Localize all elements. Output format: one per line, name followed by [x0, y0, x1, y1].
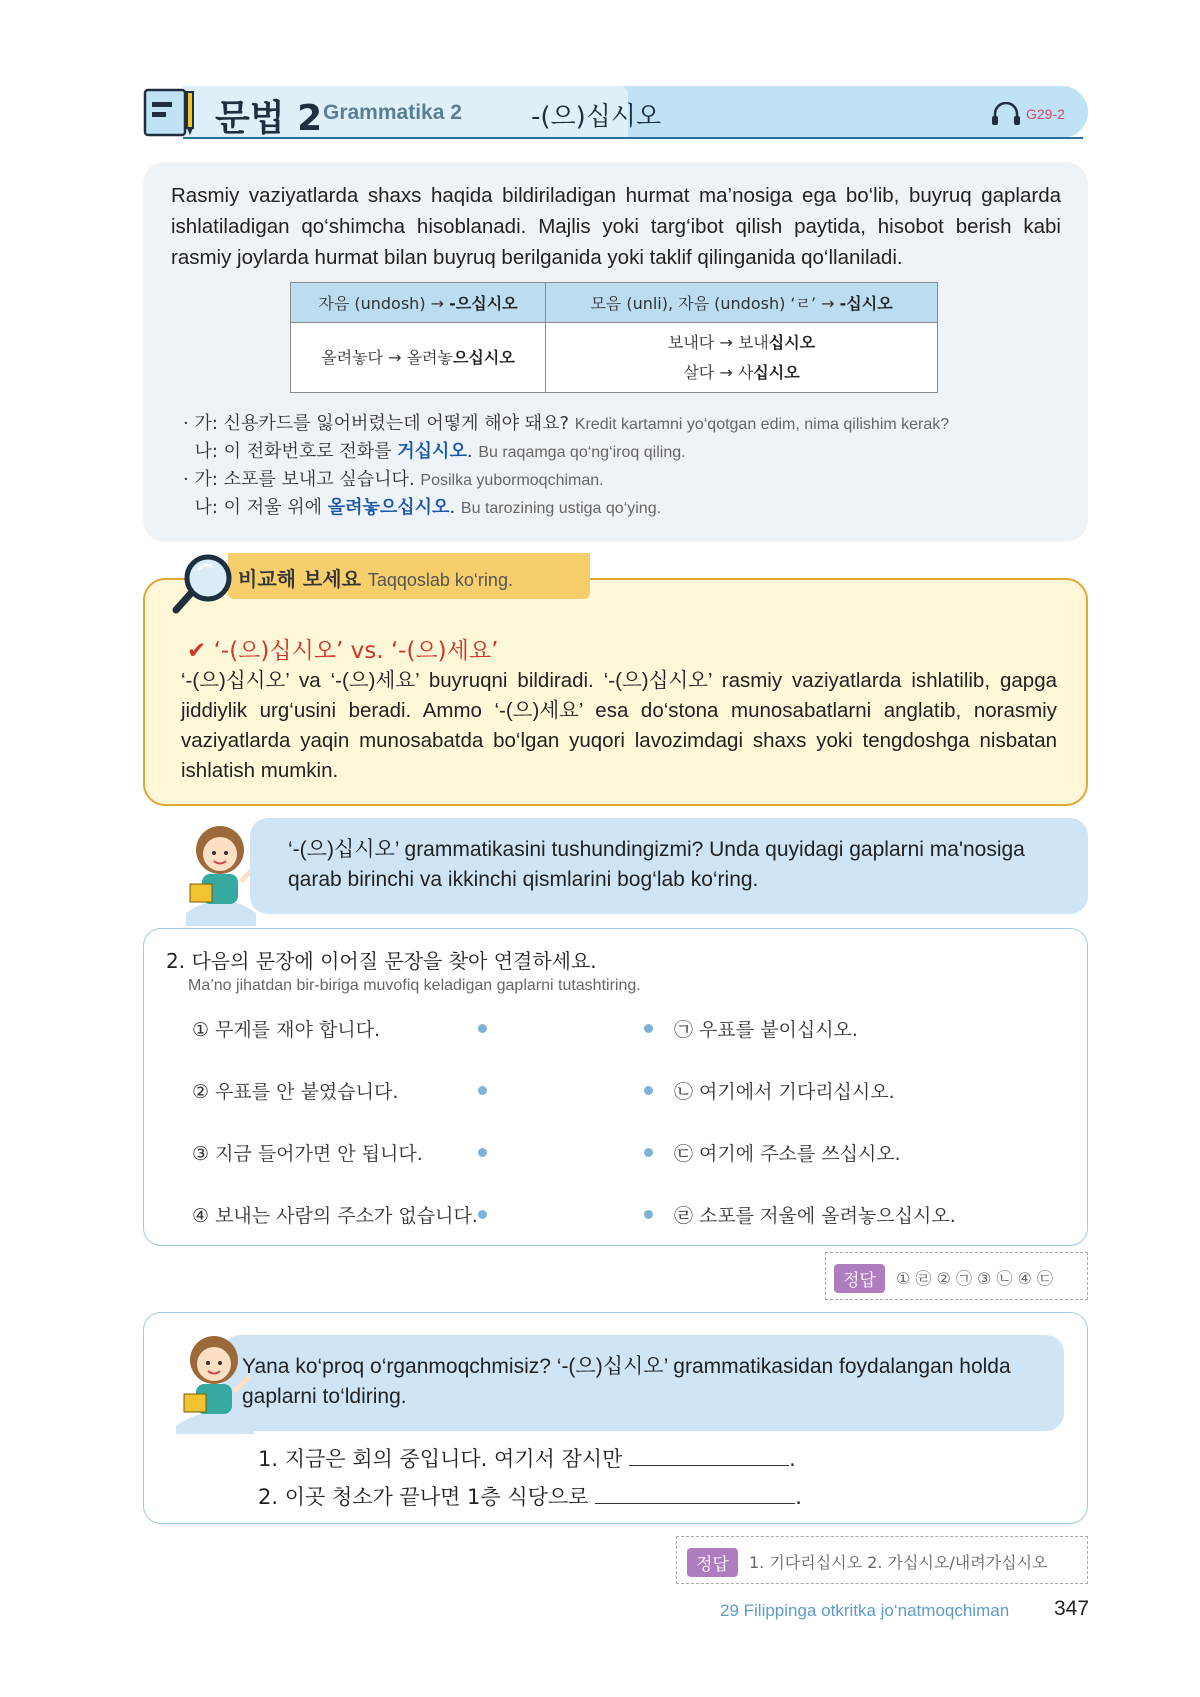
compare-tab [228, 553, 590, 599]
lesson-label: 문법 2 [215, 98, 323, 139]
bubble-text: Yana ko‘proq o‘rganmoqchmisiz? ‘-(으)십시오’ grammatikasidan foydalangan holda gaplarni to‘ldiring. [242, 1355, 1011, 1408]
example-line: · 가: 소포를 보내고 싶습니다. Posilka yubormoqchiman. [183, 469, 604, 490]
exercise-box [143, 928, 1088, 1246]
headphones-icon [991, 102, 1021, 126]
answer-badge: 정답 [834, 1264, 885, 1293]
compare-text: ‘-(으)십시오’ va ‘-(으)세요’ buyruqni bildiradi. ‘-(으)십시오’ rasmiy vaziyatlarda ishlatilib, gapga jiddiylik urg‘usini beradi. Ammo ‘-(으)세요’ esa do‘stona munosabatlarni anglatib, norasmiy vaziyatlarda yaqin munosabatda bo‘lgan yuqori lavozimdagi shaxs yoki tengdoshga nisbatan ishlatish mumkin. [181, 669, 1057, 782]
left-item: ③ 지금 들어가면 안 됩니다. [192, 1143, 423, 1165]
right-item: ㉠ 우표를 붙이십시오. [674, 1019, 858, 1041]
magnifier-icon [172, 552, 234, 614]
chapter-footer: 29 Filippinga otkritka jo‘natmoqchiman [720, 1601, 1010, 1620]
match-dot-left[interactable] [478, 1148, 487, 1157]
check-icon: ✔ [187, 638, 207, 664]
speech-bubble [250, 818, 1088, 914]
table-cell-consonant: 올려놓다 → 올려놓으십시오 [291, 323, 546, 393]
compare-title: ✔ ‘-(으)십시오’ vs. ‘-(으)세요’ [187, 638, 499, 664]
right-item: ㉢ 여기에 주소를 쓰십시오. [674, 1143, 901, 1165]
left-item: ① 무게를 재야 합니다. [192, 1019, 381, 1041]
answer-blank[interactable] [629, 1446, 789, 1466]
explanation-box [143, 162, 1088, 542]
teacher-avatar [170, 1330, 260, 1434]
lesson-sub: Grammatika 2 [323, 101, 462, 124]
answer-box [825, 1252, 1088, 1300]
section-header [143, 86, 1088, 138]
match-dot-right[interactable] [644, 1148, 653, 1157]
match-dot-right[interactable] [644, 1210, 653, 1219]
conjugation-table [290, 282, 938, 393]
match-dot-left[interactable] [478, 1024, 487, 1033]
exercise-instruction: Ma’no jihatdan bir-biriga muvofiq keladigan gaplarni tutashtiring. [188, 977, 641, 994]
example-line: 나: 이 저울 위에 올려놓으십시오. Bu tarozining ustiga qo‘ying. [183, 497, 662, 518]
match-dot-left[interactable] [478, 1086, 487, 1095]
answer-badge: 정답 [687, 1548, 738, 1577]
answer-blank[interactable] [595, 1484, 795, 1504]
audio-code: G29-2 [1026, 106, 1065, 122]
left-item: ② 우표를 안 붙였습니다. [192, 1081, 399, 1103]
example-line: 나: 이 전화번호로 전화를 거십시오. Bu raqamga qo‘ng‘iroq qiling. [183, 441, 686, 462]
right-item: ㉣ 소포를 저울에 올려놓으십시오. [674, 1205, 956, 1227]
notebook-pencil-icon [143, 86, 195, 138]
answer-text: 1. 기다리십시오 2. 가십시오/내려가십시오 [749, 1553, 1048, 1572]
table-cell-vowel: 보내다 → 보내십시오 살다 → 사십시오 [546, 323, 938, 393]
compare-box [143, 578, 1088, 806]
example-line: · 가: 신용카드를 잃어버렸는데 어떻게 해야 돼요? Kredit kartamni yo‘qotgan edim, nima qilishim kerak? [183, 413, 950, 434]
match-dot-left[interactable] [478, 1210, 487, 1219]
fill-sentence: 1. 지금은 회의 중입니다. 여기서 잠시만 . [258, 1447, 796, 1471]
left-item: ④ 보내는 사람의 주소가 없습니다. [192, 1205, 478, 1227]
compare-tab-label: 비교해 보세요 Taqqoslab ko‘ring. [238, 567, 513, 591]
page-title: -(으)십시오 [531, 102, 662, 132]
page-number: 347 [1054, 1597, 1090, 1620]
table-header-vowel: 모음 (unli), 자음 (undosh) ‘ㄹ’ → -십시오 [546, 283, 938, 323]
match-dot-right[interactable] [644, 1024, 653, 1033]
explanation-text: Rasmiy vaziyatlarda shaxs haqida bildiriladigan hurmat ma’nosiga ega bo‘lib, buyruq gaplarda ishlatiladigan qo‘shimcha hisoblanadi. Majlis yoki targ‘ibot qilish paytida, hisobot berish kabi rasmiy joylarda hurmat bilan buyruq berilganida yoki taklif qilinganida qo‘llaniladi. [171, 184, 1061, 269]
audio-track[interactable] [991, 102, 1065, 126]
answer-text: ① ㉣ ② ㉠ ③ ㉡ ④ ㉢ [896, 1269, 1053, 1288]
fill-sentence: 2. 이곳 청소가 끝나면 1층 식당으로 . [258, 1485, 802, 1509]
exercise-question: 2. 다음의 문장에 이어질 문장을 찾아 연결하세요. [166, 949, 597, 973]
bubble-text: ‘-(으)십시오’ grammatikasini tushundingizmi? Unda quyidagi gaplarni ma'nosiga qarab birinchi va ikkinchi qismlarini bog‘lab ko‘ring. [288, 838, 1025, 891]
match-dot-right[interactable] [644, 1086, 653, 1095]
speech-bubble [222, 1335, 1064, 1431]
practice-box [143, 1312, 1088, 1524]
answer-box [676, 1536, 1088, 1584]
right-item: ㉡ 여기에서 기다리십시오. [674, 1081, 895, 1103]
table-header-consonant: 자음 (undosh) → -으십시오 [291, 283, 546, 323]
